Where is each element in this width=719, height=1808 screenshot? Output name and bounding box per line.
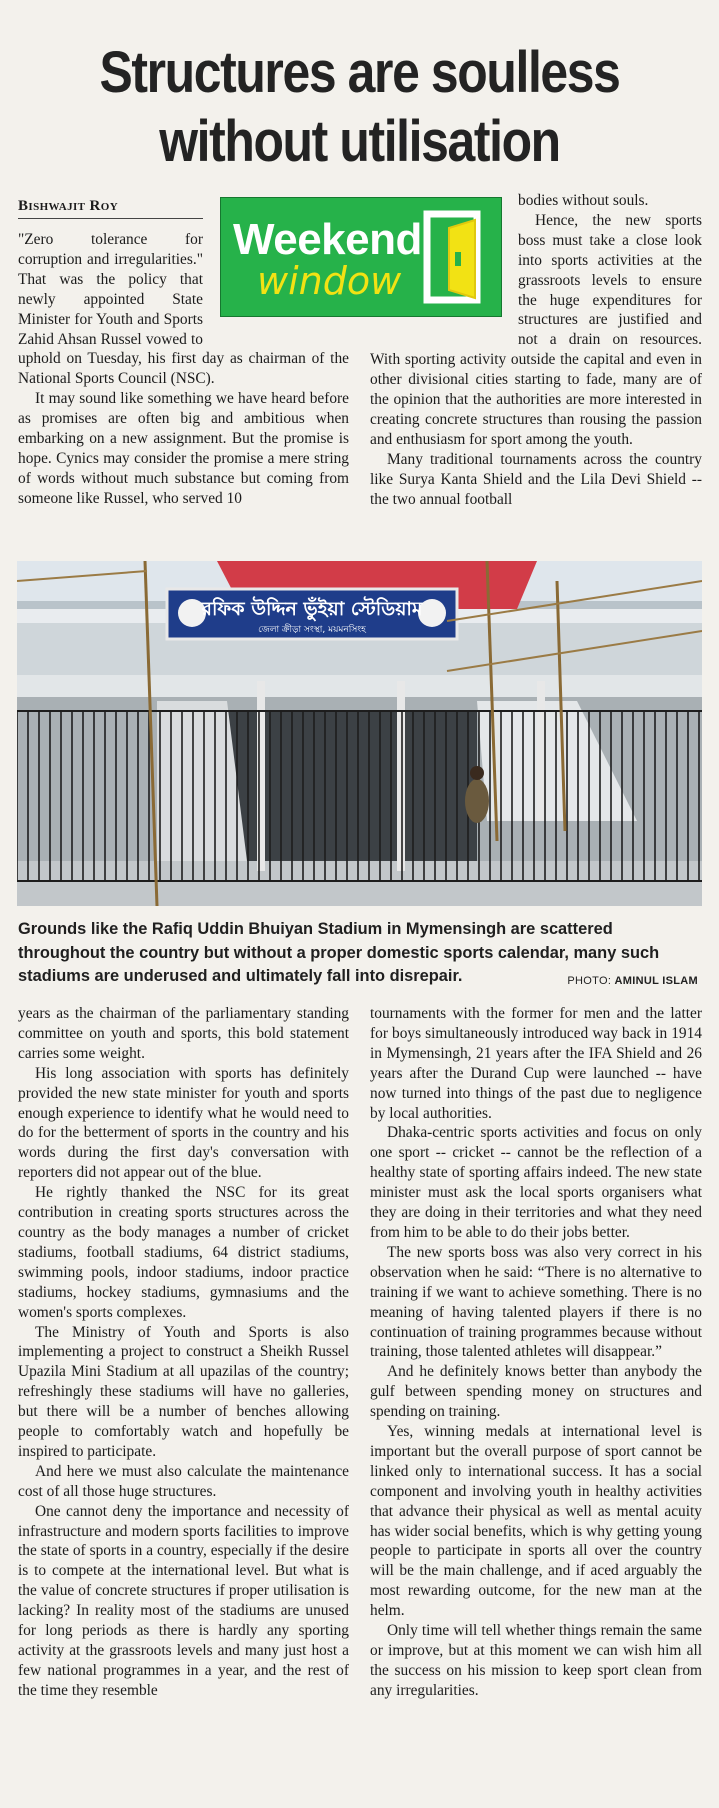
paragraph: The new sports boss was also very correct in his observation when he said: “There is no alternative to training if we want to achieve something. There is no meaning of having talented players if there is no continuation of training programmes because without training, those talented athletes will disappear.” bbox=[370, 1243, 702, 1361]
credit-label: PHOTO: bbox=[567, 975, 612, 987]
paragraph: And here we must also calculate the maintenance cost of all those huge structures. bbox=[18, 1462, 349, 1500]
column-right-top bbox=[370, 191, 702, 510]
column-right-bottom bbox=[370, 1004, 702, 1701]
logo-word-window: window bbox=[257, 259, 402, 303]
headline-line-2: without utilisation bbox=[159, 109, 560, 174]
stadium-sign-subtext: জেলা ক্রীড়া সংস্থা, ময়মনসিংহ bbox=[258, 625, 366, 635]
credit-name: AMINUL ISLAM bbox=[614, 975, 698, 987]
column-left-top-full bbox=[18, 230, 349, 509]
headline bbox=[50, 38, 668, 176]
paragraph: Dhaka-centric sports activities and focus on only one sport -- cricket -- cannot be the reflection of a healthy state of sporting affairs indeed. The new state minister must ask the local sports organisers what they are doing in their territories and what they need from him to be able to do their jobs better. bbox=[370, 1124, 702, 1241]
paragraph: years as the chairman of the parliamentary standing committee on youth and sports, this bold statement carries some weight. bbox=[18, 1005, 349, 1062]
paragraph: It may sound like something we have heard before as promises are often big and ambitious when embarking on a new assignment. But the promise is hope. Cynics may consider the promise a mere string of words without much substance but coming from someone like Russel, who served 10 bbox=[18, 390, 349, 507]
paragraph: His long association with sports has definitely provided the new state minister for youth and sports enough experience to identify what he would need to do for the betterment of sports in the country and his words during the first day's conversation with reporters did not appear out of the blue. bbox=[18, 1064, 349, 1182]
paragraph: He rightly thanked the NSC for its great contribution in creating sports structures across the country as the body manages a number of cricket stadiums, football stadiums, 64 district stadiums, swimming pools, indoor stadiums, indoor practice stadiums, hockey stadiums, gymnasiums and the women's sports complexes. bbox=[18, 1184, 349, 1321]
headline-line-1: Structures are soulless bbox=[99, 40, 620, 105]
paragraph: tournaments with the former for men and the latter for boys simultaneously introduced way back in 1914 in Mymensingh, 21 years after the IFA Shield and 26 years after the Durand Cup were launched -- have now turned into things of the past due to negligence by local authorities. bbox=[370, 1005, 702, 1122]
stadium-illustration bbox=[17, 561, 702, 906]
stadium-photo bbox=[17, 561, 702, 906]
paragraph: "Zero tolerance for corruption and irregularities." That was the policy that newly appointed State Minister for Youth and Sports Zahid Ahsan Russel vowed to uphold on Tuesday, his first day as chairman of the National Sports Council (NSC). bbox=[18, 231, 349, 388]
logo-word-weekend: Weekend bbox=[233, 215, 422, 264]
paragraph: One cannot deny the importance and necessity of infrastructure and modern sports facilities to improve the state of sports in a country, especially if the desire is to compete at the international level. But what is the value of concrete structures if proper utilisation is lacking? In reality most of the stadiums are unused for long periods as there is hardly any sporting activity at the grassroots levels and many just host a few national programmes in a year, and the rest of the time they resemble bbox=[18, 1502, 349, 1699]
caption-text: Grounds like the Rafiq Uddin Bhuiyan Stadium in Mymensingh are scattered throughout the country but without a proper domestic sports calendar, many such stadiums are underused and ultimately fall into disrepair. bbox=[18, 920, 660, 985]
paragraph: And he definitely knows better than anybody the gulf between spending money on structures and spending on training. bbox=[370, 1363, 702, 1421]
photo-credit bbox=[567, 975, 698, 987]
paragraph: The Ministry of Youth and Sports is also implementing a project to construct a Sheikh Russel Upazila Mini Stadium at all upazilas of the country; refreshingly these stadiums will have no galleries, but there will be a number of benches allowing people to comfortably watch and hopefully be inspired to participate. bbox=[18, 1323, 349, 1460]
paragraph: bodies without souls. bbox=[518, 192, 649, 209]
paragraph: Yes, winning medals at international level is important but the overall purpose of sport cannot be linked only to international success. It has a social component and involving youth in healthy activities that advance their physical as well as mental acuity has wider social benefits, which is why getting young people to participate in sports all over the country will be the main challenge, and if aced arguably the most rewarding outcome, for the new man at the helm. bbox=[370, 1423, 702, 1620]
column-left-bottom bbox=[18, 1004, 349, 1701]
paragraph: Many traditional tournaments across the country like Surya Kanta Shield and the Lila Devi Shield -- the two annual football bbox=[370, 450, 702, 508]
paragraph: Only time will tell whether things remain the same or improve, but at this moment we can wish him all the success on his mission to keep sport clean from any irregularities. bbox=[370, 1622, 702, 1699]
byline: Bishwajit Roy bbox=[18, 198, 203, 219]
paragraph: Hence, the new sports boss must take a close look into sports activities at the grassroots levels to ensure the huge expenditures for structures are justified and not a drain on resources. With sporting activity outside the capital and even in other divisional cities starting to fade, many are of the opinion that the authorities are more interested in creating concrete structures than rousing the passion and enthusiasm for sport among the youth. bbox=[370, 211, 702, 448]
stadium-sign-text: রফিক উদ্দিন ভুঁইয়া স্টেডিয়াম bbox=[201, 598, 423, 620]
